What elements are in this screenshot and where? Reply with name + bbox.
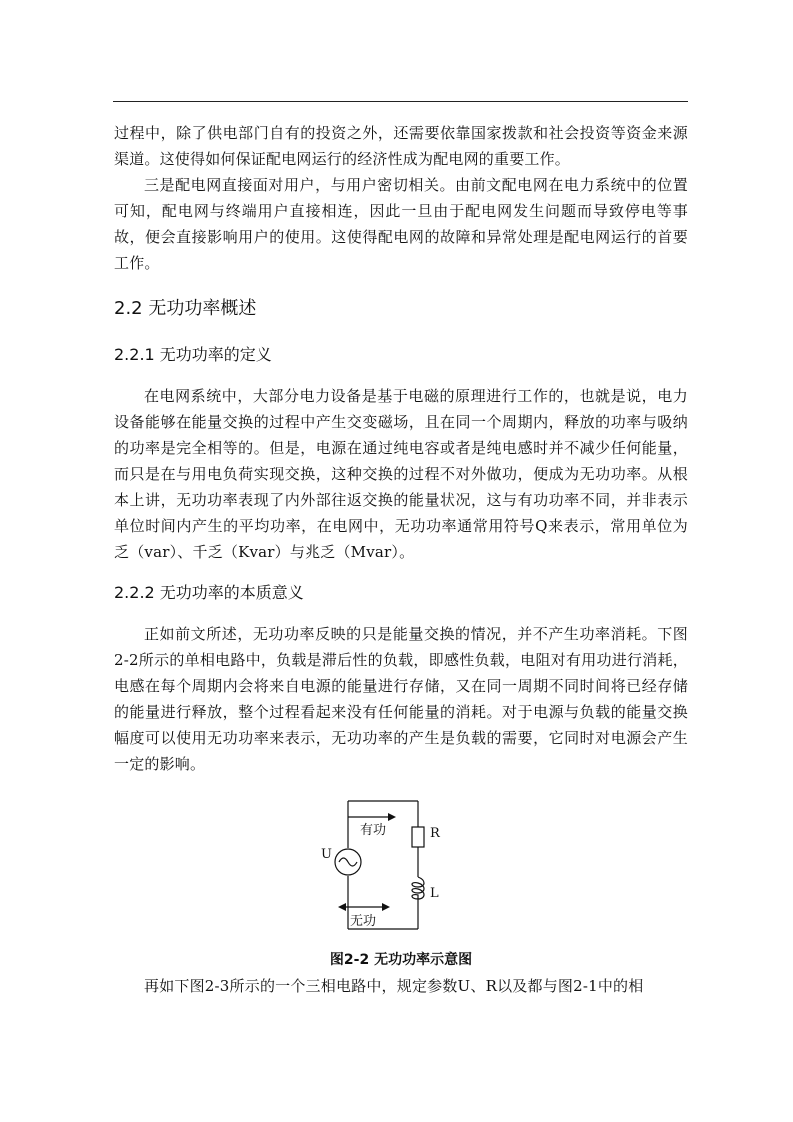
paragraph: 再如下图2-3所示的一个三相电路中，规定参数U、R以及都与图2-1中的相	[144, 977, 644, 995]
header-rule	[113, 101, 688, 102]
inductor-icon	[412, 877, 424, 905]
reactive-power-label: 无功	[350, 914, 377, 929]
active-power-arrow-icon	[348, 813, 396, 821]
subsection-heading: 2.2.2 无功功率的本质意义	[114, 583, 304, 602]
source-label: U	[321, 847, 332, 862]
resistor-label: R	[430, 826, 440, 841]
paragraph: 在电网系统中，大部分电力设备是基于电磁的原理进行工作的，也就是说，电力设备能够在能量交换的过程中产生交变磁场，且在同一个周期内，释放的功率与吸纳的功率是完全相等的。但是，电源在通过纯电容或者是纯电感时并不减少任何能量，而只是在与用电负荷实现交换，这种交换的过程不对外做功，便成为无功功率。从根本上讲，无功功率表现了内外部往返交换的能量状况，这与有功功率不同，并非表示单位时间内产生的平均功率，在电网中，无功功率通常用符号Q来表示，常用单位为乏（var）、千乏（Kvar）与兆乏（Mvar）。	[114, 387, 688, 561]
ac-source-icon	[335, 849, 361, 875]
paragraph: 正如前文所述，无功功率反映的只是能量交换的情况，并不产生功率消耗。下图2-2所示的单相电路中，负载是滞后性的负载，即感性负载，电阻对有用功进行消耗，电感在每个周期内会将来自电源的能量进行存储，又在同一周期不同时间将已经存储的能量进行释放，整个过程看起来没有任何能量的消耗。对于电源与负载的能量交换幅度可以使用无功功率来表示，无功功率的产生是负载的需要，它同时对电源会产生一定的影响。	[114, 625, 688, 773]
resistor-icon	[412, 827, 424, 847]
section-heading: 2.2 无功功率概述	[114, 298, 257, 319]
paragraph: 三是配电网直接面对用户，与用户密切相关。由前文配电网在电力系统中的位置可知，配电网与终端用户直接相连，因此一旦由于配电网发生问题而导致停电等事故，便会直接影响用户的使用。这使得配电网的故障和异常处理是配电网运行的首要工作。	[114, 176, 688, 272]
circuit-figure	[114, 793, 688, 943]
inductor-label: L	[430, 886, 439, 901]
paragraph: 过程中，除了供电部门自有的投资之外，还需要依靠国家拨款和社会投资等资金来源渠道。这使得如何保证配电网运行的经济性成为配电网的重要工作。	[114, 124, 688, 168]
circuit-diagram	[310, 793, 460, 938]
reactive-power-arrow-icon	[338, 903, 390, 911]
page-content	[114, 120, 688, 999]
figure-caption: 图2-2 无功功率示意图	[329, 952, 473, 968]
active-power-label: 有功	[360, 823, 387, 838]
subsection-heading: 2.2.1 无功功率的定义	[114, 345, 272, 364]
